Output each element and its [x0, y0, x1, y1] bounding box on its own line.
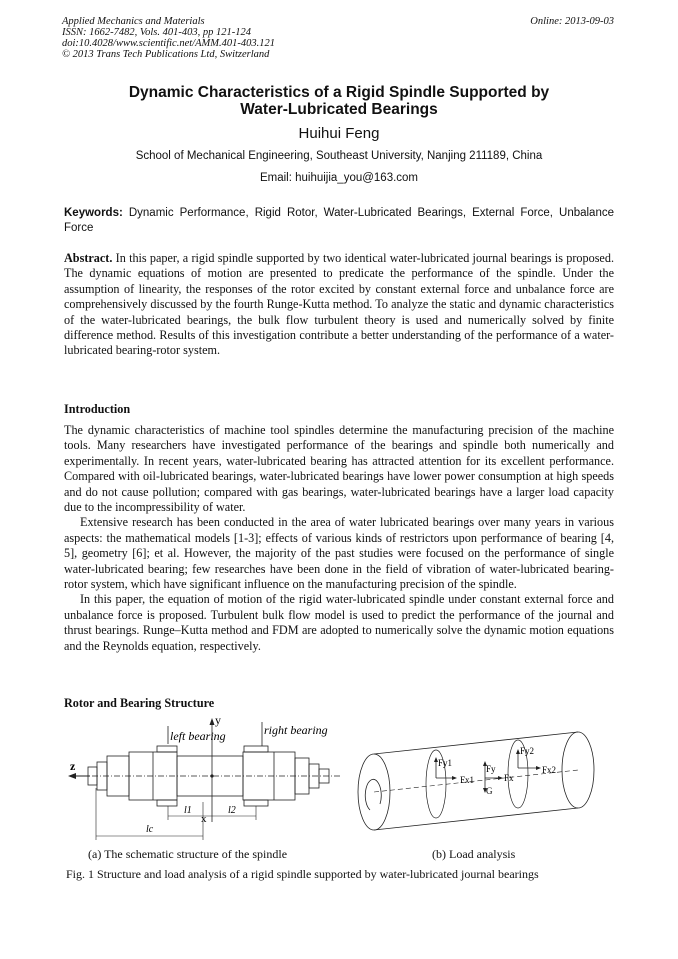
caption-a: (a) The schematic structure of the spindle	[88, 847, 288, 861]
online-date: Online: 2013-09-03	[530, 16, 614, 27]
journal-name: Applied Mechanics and Materials	[62, 16, 205, 27]
fy-label: Fy	[486, 764, 496, 774]
z-axis-arrowhead	[68, 773, 76, 779]
author-email: Email: huihuijia_you@163.com	[259, 172, 419, 184]
rotor-section-heading: Rotor and Bearing Structure	[64, 696, 215, 710]
cylinder-top-edge	[374, 732, 578, 754]
introduction-heading: Introduction	[64, 402, 131, 416]
author-name: Huihui Feng	[298, 125, 380, 142]
right-bearing-bottom-pad	[244, 800, 268, 806]
dim-label-x: x	[201, 813, 207, 825]
cylinder-bottom-edge	[374, 808, 578, 830]
fx1-label: Fx1	[460, 775, 475, 785]
paper-title	[62, 84, 616, 118]
affiliation: School of Mechanical Engineering, Southeast University, Nanjing 211189, China	[135, 150, 543, 162]
abstract-label: Abstract.	[64, 251, 113, 265]
keywords-label: Keywords:	[64, 207, 123, 219]
right-bearing-label: right bearing	[264, 723, 328, 737]
fx2-label: Fx2	[542, 765, 557, 775]
intro-paragraph-3: In this paper, the equation of motion of the rigid water-lubricated spindle under constant external force and unbalance force is proposed. Turbulent bulk flow model is used to predict the performance of the journal and thrust bearings. Runge–Kutta method and FDM are adopted to numerically solve the dynamic motion equations and the Reynolds equation, respectively.	[64, 592, 614, 653]
fy1-label: Fy1	[438, 758, 453, 768]
abstract-text: In this paper, a rigid spindle supported by two identical water-lubricated journal bearings is proposed. The dynamic equations of motion are presented to predicate the performance of the spindle. Under the assumption of linearity, the responses of the rotor excited by constant external force and unbalance force are comprehensively discussed by the fourth Runge-Kutta method. To analyze the static and dynamic characteristics of the water-lubricated bearings, the bulk flow turbulent theory is used and numerically solved by finite difference method. Results of this investigation contribute a better understanding of the performance of a water-lubricated bearing-rotor system.	[64, 251, 614, 358]
left-bearing-bottom-pad	[157, 800, 177, 806]
keywords-text: Dynamic Performance, Rigid Rotor, Water-Lubricated Bearings, External Force, Unbalance Force	[64, 207, 614, 234]
fx-label: Fx	[504, 773, 514, 783]
dim-label-l2: l2	[228, 805, 236, 816]
copyright-line: © 2013 Trans Tech Publications Ltd, Switzerland	[62, 49, 270, 60]
abstract	[64, 251, 614, 359]
y-axis-label: y	[215, 713, 221, 727]
keywords	[64, 206, 614, 235]
dim-label-lc: lc	[146, 824, 154, 835]
g-label: G	[486, 786, 493, 796]
doi-line: doi:10.4028/www.scientific.net/AMM.401-403.121	[62, 38, 275, 49]
intro-paragraph-1: The dynamic characteristics of machine tool spindles determine the manufacturing precision of the machine tools. Many researchers have investigated performance of the bearings and spindle both numerically and experimentally. In recent years, water-lubricated bearing has attracted attention for its excellent performance. Compared with oil-lubricated bearings, water-lubricated bearings have lower power consumption at high speeds and do not cause pollution; compared with gas bearings, water-lubricated bearings have a larger load capacity due to the incompressibility of water.	[64, 423, 614, 515]
load-analysis-diagram	[352, 726, 614, 840]
journal-header	[62, 16, 275, 60]
left-bearing-label: left bearing	[170, 729, 226, 743]
spindle-schematic	[64, 712, 346, 844]
z-axis-label: z	[70, 759, 76, 773]
intro-paragraph-2: Extensive research has been conducted in the area of water lubricated bearings over many years in various aspects: the mathematical models [1-3]; effects of various kinds of restrictors upon performance of bearing [4, 5], geometry [6]; et al. However, the majority of the past studies were focused on the performance of single water-lubricated bearing; few researches have been done in the field of vibration of water-lubricated bearing-rotor system, which have significant influence on the manufacturing precision of the spindle.	[64, 515, 614, 592]
figure-caption: Fig. 1 Structure and load analysis of a rigid spindle supported by water-lubricated journal bearings	[66, 867, 539, 881]
introduction-body	[64, 423, 614, 654]
issn-line: ISSN: 1662-7482, Vols. 401-403, pp 121-124	[62, 27, 251, 38]
title-line-1: Dynamic Characteristics of a Rigid Spindle Supported by	[128, 84, 550, 101]
center-of-mass	[210, 774, 213, 777]
left-bearing-top-pad	[157, 746, 177, 752]
right-bearing-top-pad	[244, 746, 268, 752]
fx1-arrowhead	[452, 776, 457, 780]
rotation-arrow-icon	[365, 779, 381, 810]
caption-b: (b) Load analysis	[432, 847, 516, 861]
y-axis-arrowhead	[210, 718, 215, 725]
fx2-arrowhead	[536, 766, 541, 770]
title-line-2: Water-Lubricated Bearings	[240, 101, 438, 118]
fx-arrowhead	[498, 776, 503, 780]
fy2-label: Fy2	[520, 746, 535, 756]
dim-label-l1: l1	[184, 805, 192, 816]
